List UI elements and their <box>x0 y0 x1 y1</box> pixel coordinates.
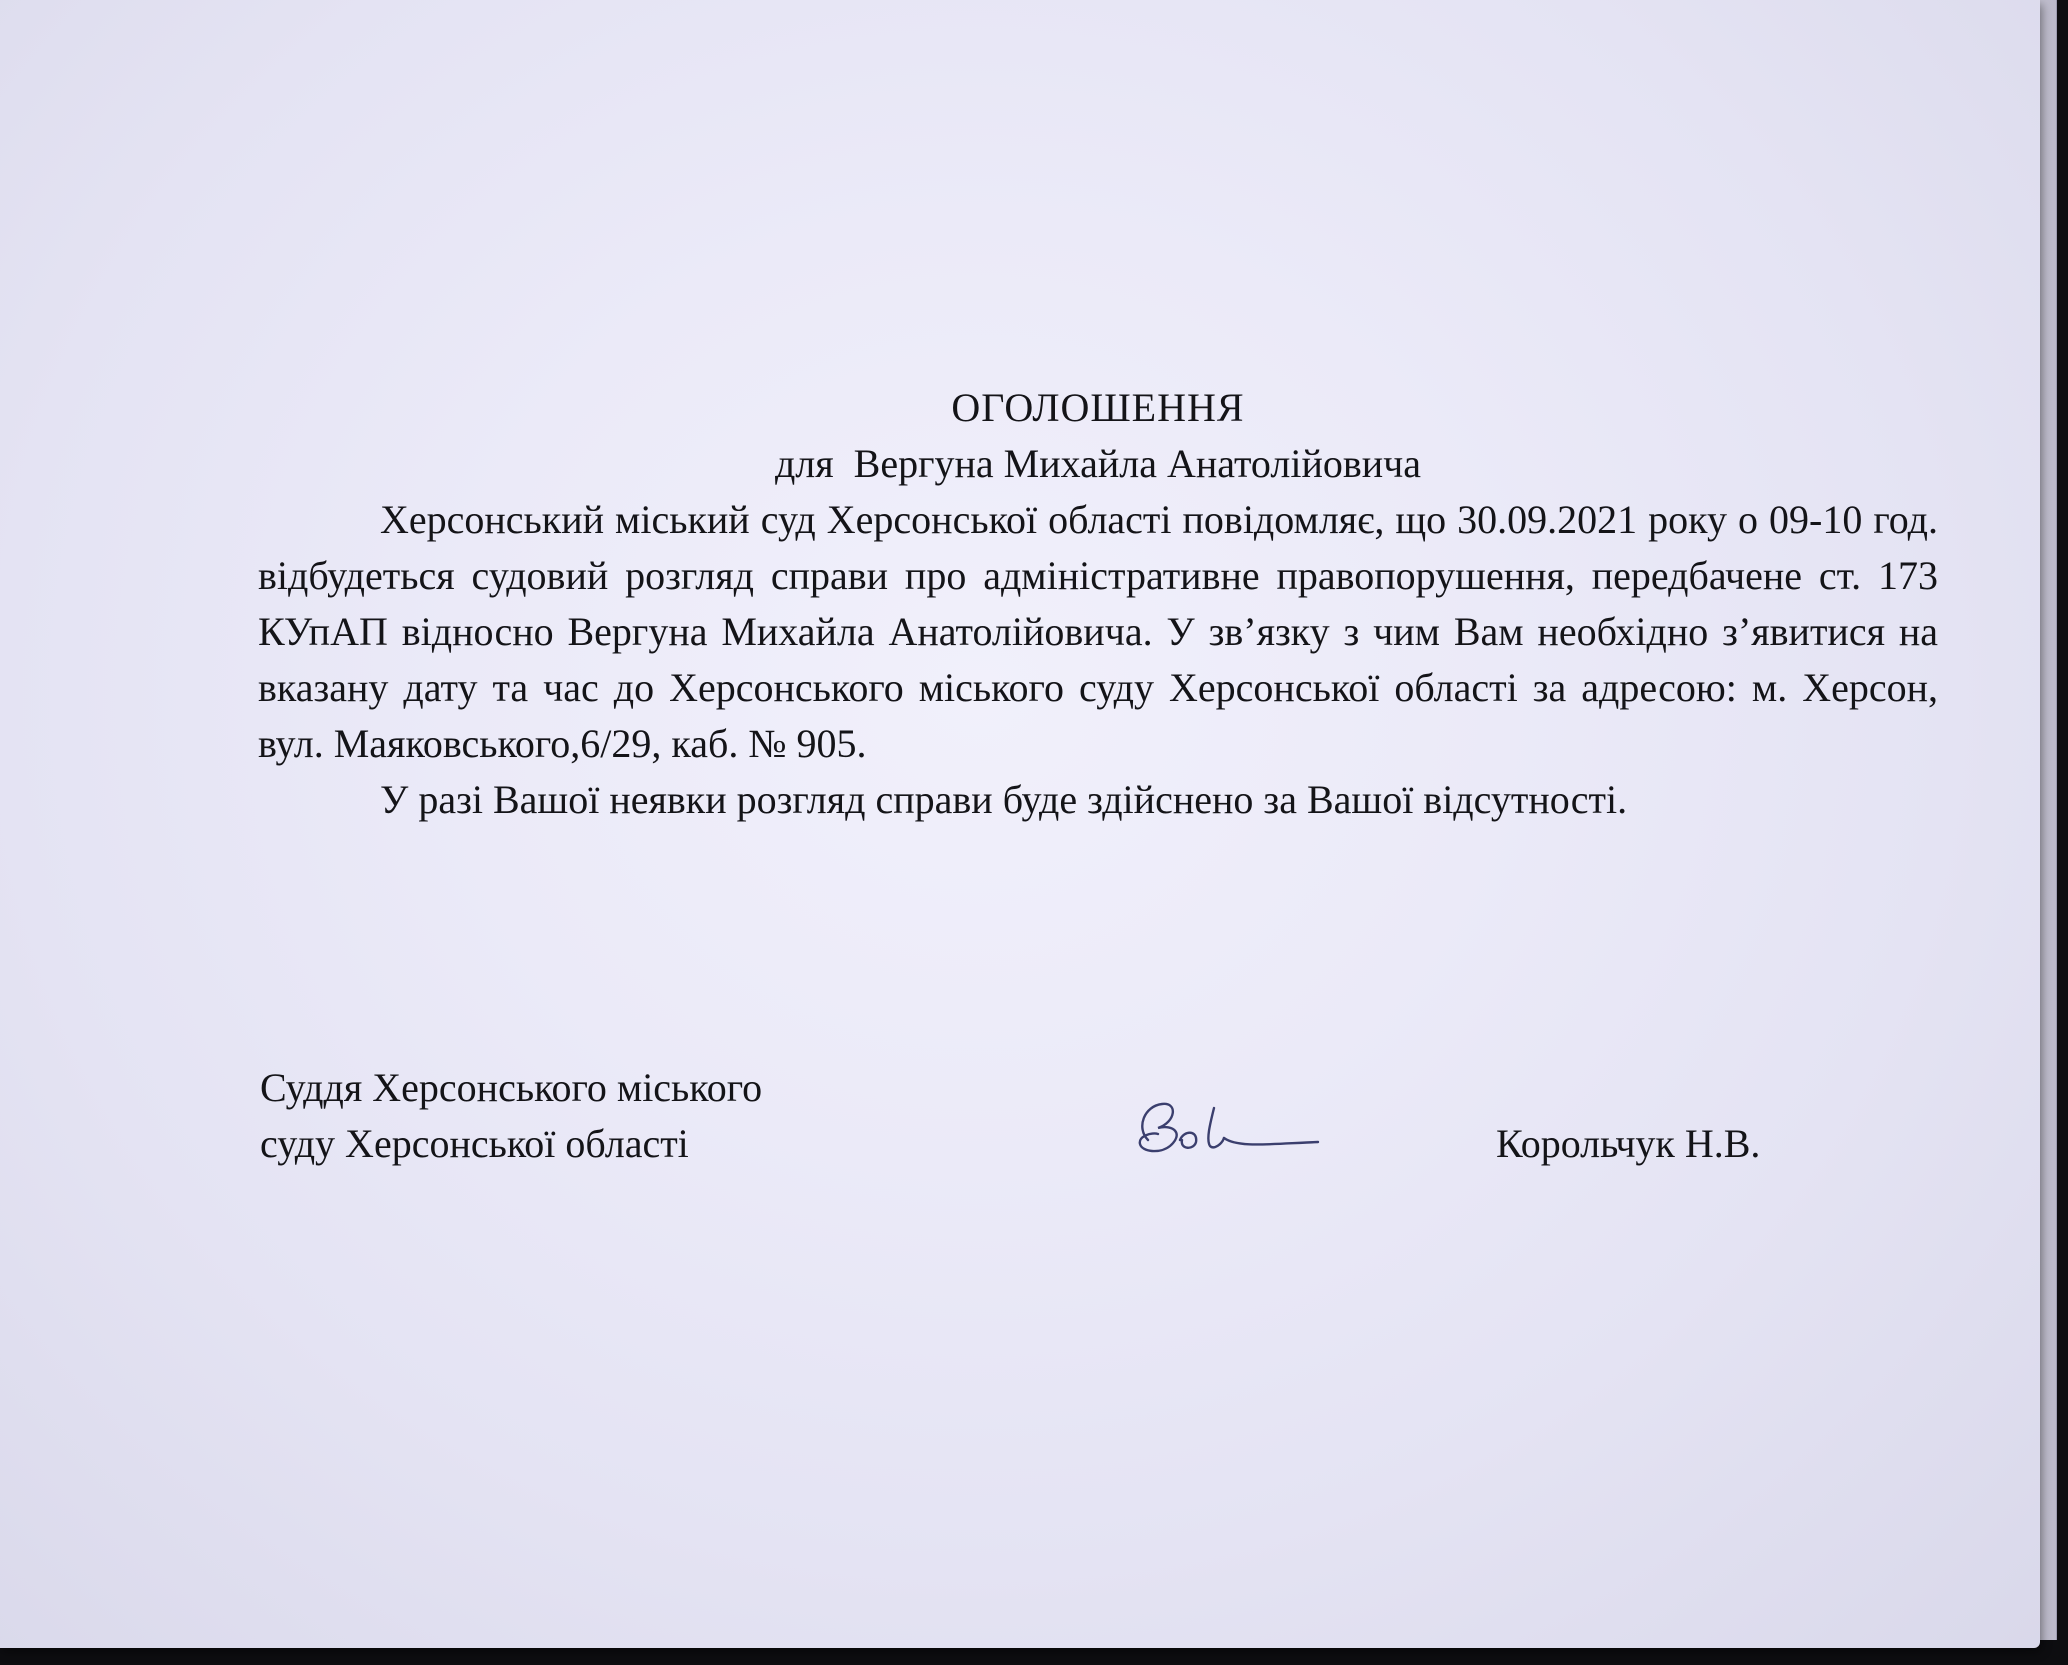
judge-position-line-1: Суддя Херсонського міського <box>260 1065 763 1110</box>
document-title: ОГОЛОШЕННЯ <box>951 385 1245 430</box>
handwritten-signature <box>1118 1088 1338 1168</box>
document-addressee: для Вергуна Михайла Анатолійовича <box>774 441 1422 486</box>
notice-paragraph: Херсонський міський суд Херсонської області повідомляє, що 30.09.2021 року о 09-10 год. відбудеться судовий розгляд справи про адміністративне правопорушення, передбачене ст. 173 КУпАП відносно Вергуна Михайла Анатолійовича. У зв’язку з чим Вам необхідно з’явитися на вказану дату та час до Херсонського міського суду Херсонської області за адресою: м. Херсон, вул. Маяковського,6/29, каб. № 905. <box>258 497 1938 766</box>
judge-position-line-2: суду Херсонської області <box>260 1121 689 1166</box>
judge-name: Корольчук Н.В. <box>1496 1121 1761 1166</box>
absence-paragraph: У разі Вашої неявки розгляд справи буде здійснено за Вашої відсутності. <box>380 777 1628 822</box>
judge-position <box>260 1060 762 1172</box>
announcement-body <box>258 380 1938 828</box>
